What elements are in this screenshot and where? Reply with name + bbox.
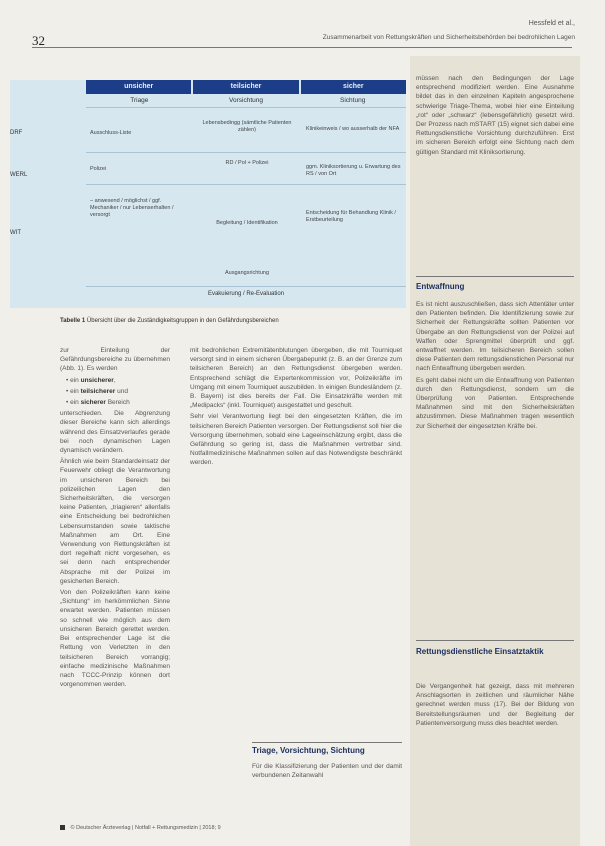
col1-paragraph: unterschieden. Die Abgrenzung dieser Bereiche kann sich allerdings während des Einsatzverlaufes gerade bei noch dynamischen Lagen dynamisch verändern.: [60, 410, 170, 455]
header-rule: [32, 47, 572, 48]
col1-intro: zur Einteilung der Gefährdungsbereiche zu übernehmen (Abb. 1). Es werden: [60, 347, 170, 373]
col1-paragraph: Von den Polizeikräften kann keine „Sichtung“ im herkömmlichen Sinne erwartet werden. Patienten müssen so schnell wie möglich aus dem unsicheren Bereich gerettet werden. Bei entsprechender Lage ist die Rettung von Verletzten in den teilsicheren Bereich vorrangig; einfache medizinische Maßnahmen nach TCCC-Prinzip können dort vorgenommen werden.: [60, 589, 170, 689]
zone-header-sicher: sicher: [301, 80, 406, 94]
row-divider: [86, 152, 406, 153]
bullet-item: • ein teilsicherer und: [66, 387, 128, 395]
row-wit-c3: Entscheidung für Behandlung Klinik / Erstbeurteilung: [306, 210, 396, 223]
text-column-3-bottom: [416, 682, 574, 730]
section-rule: [416, 276, 574, 277]
row-drf-c2: Lebensbedingg (sämtliche Patienten zählen): [202, 120, 292, 133]
caption-label: Tabelle 1: [60, 318, 86, 324]
bullet-item: • ein sicherer Bereich: [66, 399, 130, 407]
page-number: 32: [32, 33, 45, 48]
col3-paragraph: Es geht dabei nicht um die Entwaffnung von Patienten durch den Rettungsdienst, sondern um die Überprüfung von Patienten. Entsprechende Maßnahmen sind mit den Sicherheitskräften abzustimmen. Diese Maßnahmen tragen wesentlich zur Sicherheit der eingesetzten Kräfte bei.: [416, 376, 574, 430]
zone-header-unsicher: unsicher: [86, 80, 193, 94]
row-label-drf: DRF: [10, 130, 23, 136]
col1-paragraph: Ähnlich wie beim Standardeinsatz der Feuerwehr obliegt die Verantwortung im unsicheren Bereich bei polizeilichen Lagen den Sicherheitskräften, die versorgen keine Patienten, „triagieren“ allenfalls eine Entscheidung bei bedrohlichen Lebensumstanden sowie taktische Maßnahmen am Ort. Eine Verwendung von Rettungskräften ist dort regelhaft nicht vorgesehen, es sei denn nach entsprechender Absprache mit der Polizei im gesicherten Bereich.: [60, 458, 170, 585]
subhead-vorsichtung: Vorsichtung: [193, 94, 300, 108]
row-werl-c1: Polizei: [90, 166, 107, 172]
row-drf-c3: Klinikeinweis / wo ausserhalb der NFA: [306, 126, 400, 132]
section-heading-einsatztaktik: Rettungsdienstliche Einsatztaktik: [416, 647, 544, 656]
section-heading-triage: Triage, Vorsichtung, Sichtung: [252, 746, 365, 755]
col3-paragraph: Es ist nicht auszuschließen, dass sich Attentäter unter den Patienten befinden. Die Identifizierung sowie zur Sicherheit der Rettungskräfte sollten Patienten vor Übergabe an den Rettungsdienst von der Polizei auf Waffen oder Sprengmittel überprüft und ggf. entwaffnet werden. Im teilsicheren Bereich sollen diese Patienten dem rettungsdienstlichen Personal nur nach Entwaffnung übergeben werden.: [416, 301, 574, 373]
running-author: Hessfeld et al.,: [528, 20, 575, 27]
row-werl-c3: ggm. Kliniksortierung u. Erwartung des RS / von Ort: [306, 164, 401, 177]
col2-paragraph: Sehr viel Verantwortung liegt bei den eingesetzten Kräften, die im teilsicheren Bereich Patienten versorgen. Der Rettungsdienst soll hier die Versorgung übernehmen, sobald eine Lageeinschätzung ergibt, dass die Gefährdung so gering ist, dass die Maßnahmen vertretbar sind. Notfallmedizinische Maßnahmen sollen auf das Notwendigste beschränkt werden.: [190, 413, 402, 467]
col3-paragraph: müssen nach den Bedingungen der Lage entsprechend modifiziert werden. Eine Ausnahme bildet das in den einzelnen Kapiteln angesprochene schwierige Triage-Thema, wobei hier eine Einteilung „rot“ oder „schwarz“ (lebensgefährlich) gesetzt wird. Der Prozess nach mSTART (15) eignet sich dabei eine Rettungsdienstliche Vorsichtung durchzuführen. Erst im sicheren Bereich erfolgt eine Sichtung nach dem gültigen Standard mit Kliniksortierung.: [416, 75, 574, 156]
text-column-3-top: [416, 74, 574, 159]
bullet-item: • ein unsicherer,: [66, 376, 116, 384]
zone-header-teilsicher: teilsicher: [193, 80, 300, 94]
text-column-2: [190, 346, 402, 470]
subhead-sichtung: Sichtung: [299, 94, 406, 108]
row-divider: [86, 184, 406, 185]
col2-paragraph: Für die Klassifizierung der Patienten und der damit verbundenen Zeitanwahl: [252, 763, 402, 780]
running-title: Zusammenarbeit von Rettungskräften und Sicherheitsbehörden bei bedrohlichen Lagen: [322, 34, 575, 41]
figure-extra-label: Ausgangsrichtung: [224, 270, 270, 276]
section-heading-entwaffnung: Entwaffnung: [416, 282, 465, 291]
col2-tail: [252, 762, 402, 782]
text-column-3-mid: [416, 300, 574, 433]
text-column-1: [60, 346, 170, 691]
row-werl-c2: RD / Pol + Polizei: [225, 160, 269, 166]
table-caption: [60, 318, 410, 324]
col3-paragraph: Die Vergangenheit hat gezeigt, dass mit mehreren Anschlagsorten in zeitlichen und räumlicher Nähe gerechnet werden muss (17). Bei der Bildung von Bereitstellungsräumen und der Begleitung der Patientenversorgung muss dies beachtet werden.: [416, 683, 574, 727]
figure-footer-bar: Evakuierung / Re-Evaluation: [86, 286, 406, 297]
row-wit-c1: – anwesend / möglichst / ggf. Mechaniker / nur Lebenserhalten / versorgt: [90, 198, 174, 218]
footer-square-icon: [60, 825, 65, 830]
row-drf-c1: Ausschluss-Liste: [90, 130, 132, 136]
section-rule: [416, 640, 574, 641]
row-label-wit: WIT: [10, 230, 21, 236]
figure-label-strip: [10, 80, 86, 308]
caption-text: Übersicht über die Zuständigkeitsgruppen in den Gefährdungsbereichen: [86, 318, 279, 324]
zone-table-figure: [10, 80, 406, 308]
subhead-triage: Triage: [86, 94, 193, 108]
row-wit-c2: Begleitung / Identifikation: [216, 220, 278, 226]
row-label-werl: WERL: [10, 172, 28, 178]
col2-paragraph: mit bedrohlichen Extremitätenblutungen übergeben, die mit Tourniquet versorgt sind in einem sicheren Übergabepunkt (z. B. an der Grenze zum teilsicheren Bereich) an den Rettungsdienst übergeben werden. Entsprechend schlägt die Expertenkommission vor, Polizeikräfte im Umgang mit einem Tourniquet auszubilden. In einigen Bundesländern (z. B. Bayern) ist dies bereits der Fall. Die Einsatzkräfte werden mit „Medipacks“ (inkl. Tourniquet) ausgestattet und geschult.: [190, 347, 402, 410]
footer-text: © Deutscher Ärzteverlag | Notfall + Rettungsmedizin | 2018; 9: [70, 825, 221, 831]
section-rule: [252, 742, 402, 743]
page-footer: [60, 825, 221, 831]
